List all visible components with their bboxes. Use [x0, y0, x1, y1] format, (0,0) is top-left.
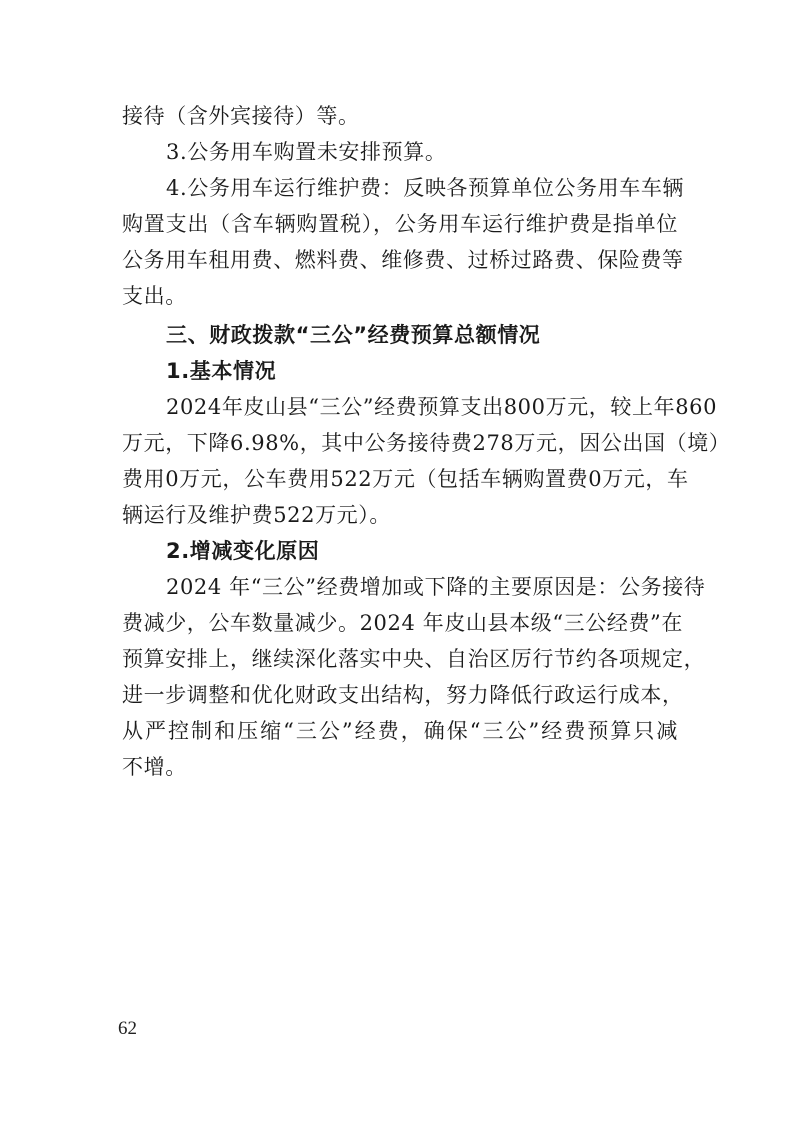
text-line: 从严控制和压缩“三公”经费，确保“三公”经费预算只减 — [122, 719, 678, 743]
page-number: 62 — [118, 1018, 137, 1039]
text-line: 进一步调整和优化财政支出结构，努力降低行政运行成本， — [122, 683, 684, 707]
text-line: 4.公务用车运行维护费：反映各预算单位公务用车车辆 — [166, 176, 685, 200]
body-text — [122, 98, 731, 785]
text-line: 接待（含外宾接待）等。 — [122, 104, 360, 128]
text-line: 费用0万元，公车费用522万元（包括车辆购置费0万元，车 — [122, 467, 689, 491]
text-line: 辆运行及维护费522万元）。 — [122, 503, 391, 527]
text-line: 万元，下降6.98%，其中公务接待费278万元，因公出国（境） — [122, 431, 731, 455]
text-line: 公务用车租用费、燃料费、维修费、过桥过路费、保险费等 — [122, 248, 684, 272]
subsection-heading: 1.基本情况 — [166, 359, 277, 383]
text-line: 购置支出（含车辆购置税），公务用车运行维护费是指单位 — [122, 212, 678, 236]
text-line: 不增。 — [122, 755, 187, 779]
text-line: 预算安排上，继续深化落实中央、自治区厉行节约各项规定， — [122, 647, 706, 671]
text-line: 支出。 — [122, 284, 187, 308]
section-heading: 三、财政拨款“三公”经费预算总额情况 — [166, 323, 541, 347]
text-line: 费减少，公车数量减少。2024 年皮山县本级“三公经费”在 — [122, 611, 683, 635]
text-line: 2024年皮山县“三公”经费预算支出800万元，较上年860 — [166, 395, 718, 419]
text-line: 3.公务用车购置未安排预算。 — [166, 140, 447, 164]
subsection-heading: 2.增减变化原因 — [166, 539, 320, 563]
text-line: 2024 年“三公”经费增加或下降的主要原因是：公务接待 — [166, 575, 706, 599]
